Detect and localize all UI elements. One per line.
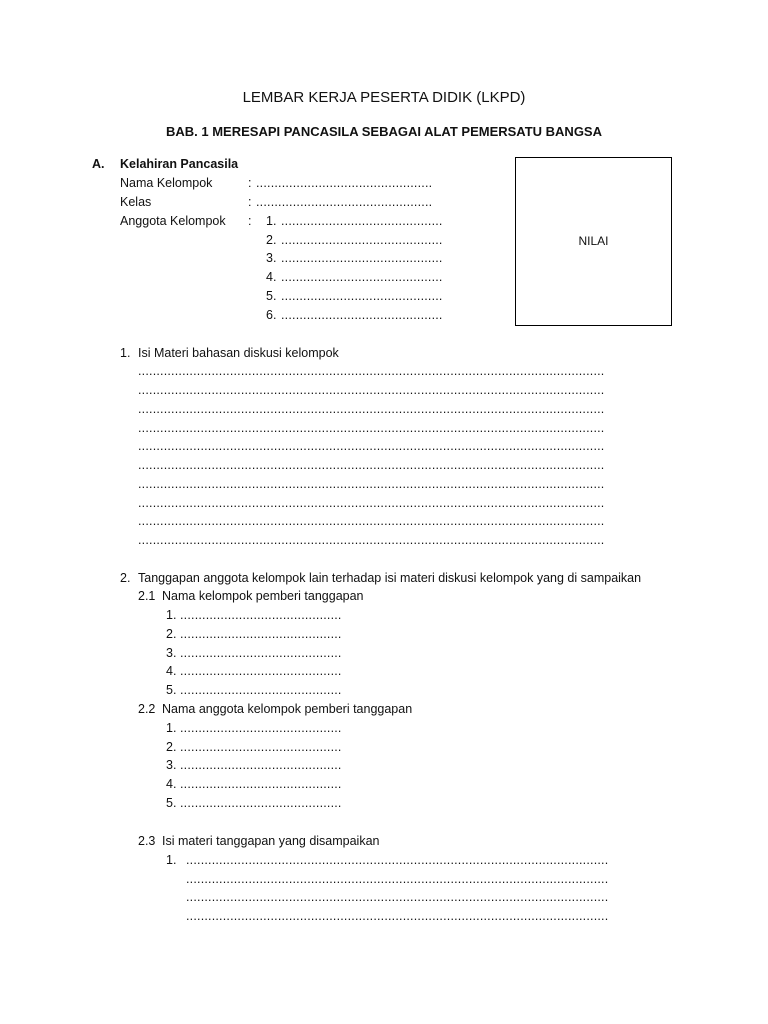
- sub3-text: Isi materi tanggapan yang disampaikan: [162, 834, 380, 848]
- sub2-item-field[interactable]: ............................................: [180, 740, 342, 754]
- sub1-item-field[interactable]: ............................................: [180, 646, 342, 660]
- sub2-item-field[interactable]: ............................................: [180, 777, 342, 791]
- score-label: NILAI: [578, 234, 609, 248]
- member-field[interactable]: ............................................: [281, 214, 443, 228]
- sub1-item-number: 4.: [166, 664, 177, 678]
- sub2-item-number: 2.: [166, 740, 177, 754]
- answer-line[interactable]: ...............................................................................................................................: [138, 421, 605, 435]
- sub3-answer-line[interactable]: ...................................................................................................................: [186, 890, 609, 904]
- answer-line[interactable]: ...............................................................................................................................: [138, 383, 605, 397]
- members-colon: :: [248, 214, 252, 228]
- group-name-label: Nama Kelompok: [120, 176, 213, 190]
- group-name-field[interactable]: ................................................: [256, 176, 433, 190]
- class-label: Kelas: [120, 195, 152, 209]
- q2-number: 2.: [120, 571, 131, 585]
- sub1-item-number: 3.: [166, 646, 177, 660]
- sub3-number: 2.3: [138, 834, 156, 848]
- sub1-item-field[interactable]: ............................................: [180, 627, 342, 641]
- member-number: 5.: [266, 289, 277, 303]
- answer-line[interactable]: ...............................................................................................................................: [138, 477, 605, 491]
- members-label: Anggota Kelompok: [120, 214, 226, 228]
- chapter-subtitle: BAB. 1 MERESAPI PANCASILA SEBAGAI ALAT PEMERSATU BANGSA: [165, 124, 602, 139]
- sub1-number: 2.1: [138, 589, 156, 603]
- group-name-colon: :: [248, 176, 252, 190]
- answer-line[interactable]: ...............................................................................................................................: [138, 533, 605, 547]
- sub2-item-number: 1.: [166, 721, 177, 735]
- sub2-item-field[interactable]: ............................................: [180, 721, 342, 735]
- sub2-item-number: 5.: [166, 796, 177, 810]
- member-field[interactable]: ............................................: [281, 270, 443, 284]
- answer-line[interactable]: ...............................................................................................................................: [138, 458, 605, 472]
- member-number: 4.: [266, 270, 277, 284]
- sub1-item-number: 5.: [166, 683, 177, 697]
- q2-text: Tanggapan anggota kelompok lain terhadap isi materi diskusi kelompok yang di sampaikan: [138, 571, 642, 585]
- member-field[interactable]: ............................................: [281, 251, 443, 265]
- answer-line[interactable]: ...............................................................................................................................: [138, 439, 605, 453]
- sub1-item-field[interactable]: ............................................: [180, 608, 342, 622]
- score-box[interactable]: [515, 157, 672, 326]
- answer-line[interactable]: ...............................................................................................................................: [138, 514, 605, 528]
- sub2-number: 2.2: [138, 702, 156, 716]
- member-number: 3.: [266, 251, 277, 265]
- answer-line[interactable]: ...............................................................................................................................: [138, 496, 605, 510]
- section-a-heading: Kelahiran Pancasila: [120, 157, 239, 171]
- sub3-item-number: 1.: [166, 853, 177, 867]
- section-a-marker: A.: [92, 157, 105, 171]
- sub2-item-field[interactable]: ............................................: [180, 796, 342, 810]
- q1-number: 1.: [120, 346, 131, 360]
- member-field[interactable]: ............................................: [281, 233, 443, 247]
- sub2-item-number: 4.: [166, 777, 177, 791]
- sub3-answer-line[interactable]: ...................................................................................................................: [186, 909, 609, 923]
- sub2-text: Nama anggota kelompok pemberi tanggapan: [162, 702, 413, 716]
- worksheet-title: LEMBAR KERJA PESERTA DIDIK (LKPD): [242, 89, 526, 106]
- class-colon: :: [248, 195, 252, 209]
- member-number: 1.: [266, 214, 277, 228]
- sub1-item-number: 1.: [166, 608, 177, 622]
- member-number: 2.: [266, 233, 277, 247]
- sub1-item-field[interactable]: ............................................: [180, 664, 342, 678]
- sub3-answer-line[interactable]: ...................................................................................................................: [186, 853, 609, 867]
- member-number: 6.: [266, 308, 277, 322]
- member-field[interactable]: ............................................: [281, 308, 443, 322]
- sub1-item-field[interactable]: ............................................: [180, 683, 342, 697]
- answer-line[interactable]: ...............................................................................................................................: [138, 402, 605, 416]
- member-field[interactable]: ............................................: [281, 289, 443, 303]
- sub1-text: Nama kelompok pemberi tanggapan: [162, 589, 364, 603]
- sub3-answer-line[interactable]: ...................................................................................................................: [186, 872, 609, 886]
- q1-text: Isi Materi bahasan diskusi kelompok: [138, 346, 339, 360]
- answer-line[interactable]: ...............................................................................................................................: [138, 364, 605, 378]
- sub2-item-field[interactable]: ............................................: [180, 758, 342, 772]
- sub2-item-number: 3.: [166, 758, 177, 772]
- sub1-item-number: 2.: [166, 627, 177, 641]
- class-field[interactable]: ................................................: [256, 195, 433, 209]
